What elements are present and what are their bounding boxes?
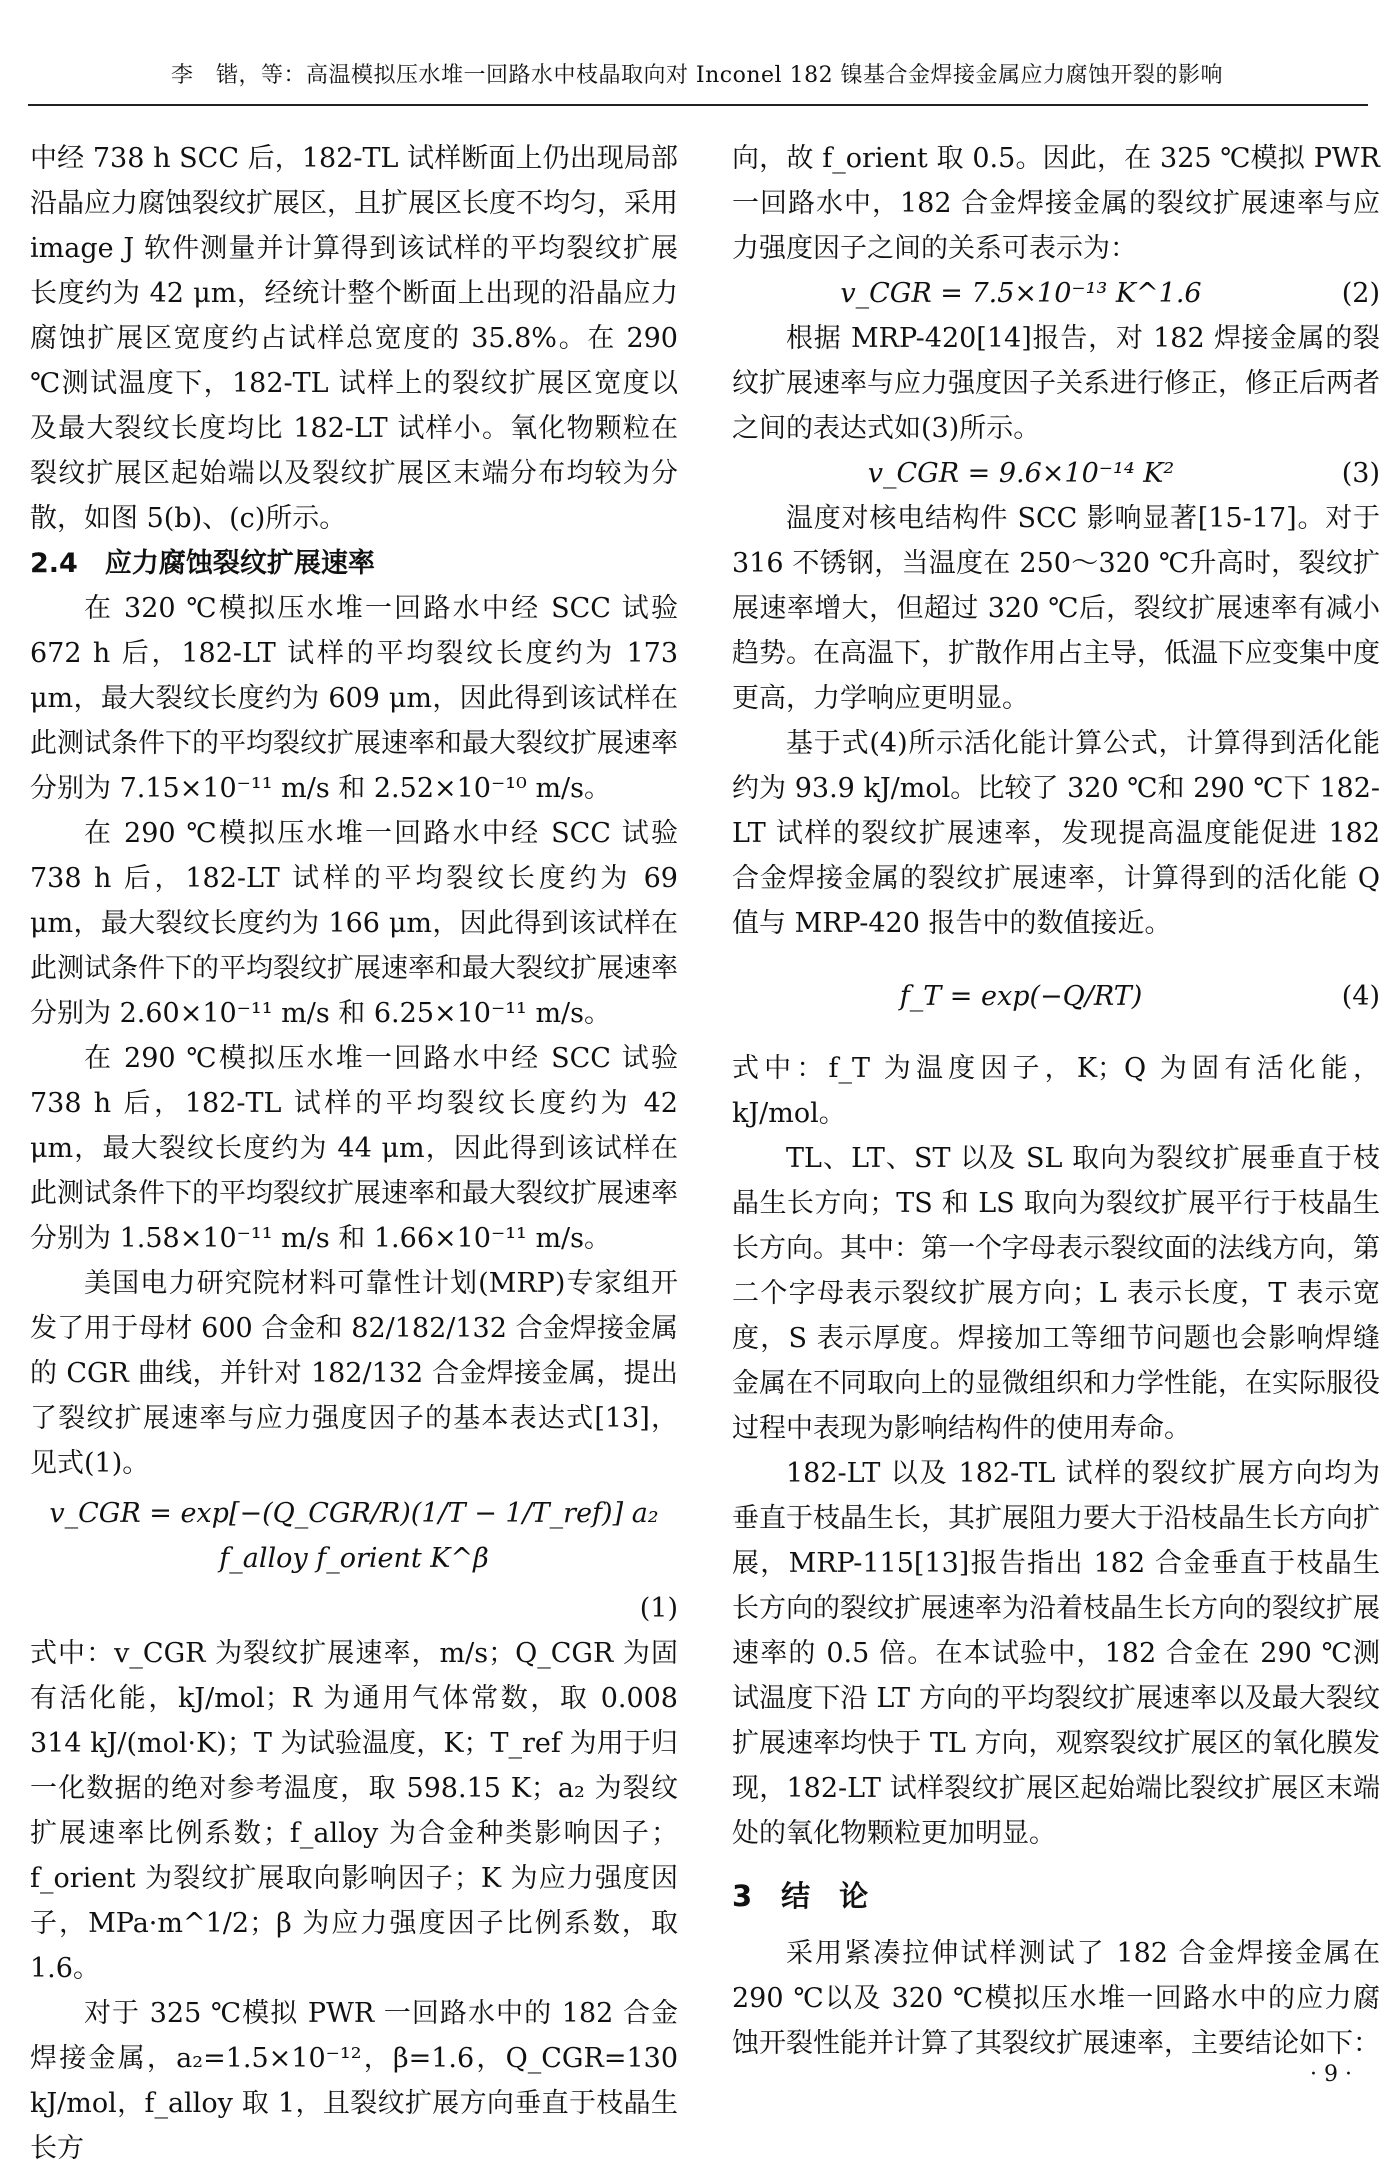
running-header: 李 锴，等：高温模拟压水堆一回路水中枝晶取向对 Inconel 182 镍基合金焊接金属应力腐蚀开裂的影响 [170,63,1224,88]
equation-body: v_CGR = 7.5×10⁻¹³ K^1.6 [840,278,1202,309]
page-number: · 9 · [1310,2062,1352,2087]
paragraph: 中经 738 h SCC 后，182-TL 试样断面上仍出现局部沿晶应力腐蚀裂纹扩展区，且扩展区长度不均匀，采用 image J 软件测量并计算得到该试样的平均裂纹扩展长度约为 42 μm，经统计整个断面上出现的沿晶应力腐蚀扩展区宽度约占试样总宽度的 35.8%。在 290 ℃测试温度下，182-TL 试样上的裂纹扩展区宽度以及最大裂纹长度均比 182-LT 试样小。氧化物颗粒在裂纹扩展区起始端以及裂纹扩展区末端分布均较为分散，如图 5(b)、(c)所示。 [30,143,678,534]
equation-number: (3) [1341,458,1380,489]
right-column [732,136,1380,2066]
paragraph: 式中：v_CGR 为裂纹扩展速率，m/s；Q_CGR 为固有活化能，kJ/mol；R 为通用气体常数，取 0.008 314 kJ/(mol·K)；T 为试验温度，K；T_ref 为用于归一化数据的绝对参考温度，取 598.15 K；a₂ 为裂纹扩展速率比例系数；f_alloy 为合金种类影响因子；f_orient 为裂纹扩展取向影响因子；K 为应力强度因子，MPa·m^1/2；β 为应力强度因子比例系数，取 1.6。 [30,1638,678,1984]
paragraph: 对于 325 ℃模拟 PWR 一回路水中的 182 合金焊接金属，a₂=1.5×10⁻¹²，β=1.6，Q_CGR=130 kJ/mol，f_alloy 取 1，且裂纹扩展方向垂直于枝晶生长方 [30,1998,678,2164]
section-heading-3: 3 结 论 [732,1879,869,1913]
equation-4 [732,946,1380,1046]
equation-body: v_CGR = exp[−(Q_CGR/R)(1/T − 1/T_ref)] a₂ f_alloy f_orient K^β [49,1498,659,1574]
paragraph: 在 320 ℃模拟压水堆一回路水中经 SCC 试验 672 h 后，182-LT 试样的平均裂纹长度约为 173 μm，最大裂纹长度约为 609 μm，因此得到该试样在此测试条件下的平均裂纹扩展速率和最大裂纹扩展速率分别为 7.15×10⁻¹¹ m/s 和 2.52×10⁻¹⁰ m/s。 [30,593,678,804]
paragraph: TL、LT、ST 以及 SL 取向为裂纹扩展垂直于枝晶生长方向；TS 和 LS 取向为裂纹扩展平行于枝晶生长方向。其中：第一个字母表示裂纹面的法线方向，第二个字母表示裂纹扩展方向；L 表示长度，T 表示宽度，S 表示厚度。焊接加工等细节问题也会影响焊缝金属在不同取向上的显微组织和力学性能，在实际服役过程中表现为影响结构件的使用寿命。 [732,1143,1380,1444]
paragraph: 根据 MRP-420[14]报告，对 182 焊接金属的裂纹扩展速率与应力强度因子关系进行修正，修正后两者之间的表达式如(3)所示。 [732,323,1380,444]
equation-number: (1) [639,1593,678,1624]
equation-body: v_CGR = 9.6×10⁻¹⁴ K² [867,458,1175,489]
paragraph: 温度对核电结构件 SCC 影响显著[15-17]。对于 316 不锈钢，当温度在 250～320 ℃升高时，裂纹扩展速率增大，但超过 320 ℃后，裂纹扩展速率有减小趋势。在高温下，扩散作用占主导，低温下应变集中度更高，力学响应更明显。 [732,503,1380,714]
equation-1 [30,1486,678,1586]
paragraph: 182-LT 以及 182-TL 试样的裂纹扩展方向均为垂直于枝晶生长，其扩展阻力要大于沿枝晶生长方向扩展，MRP-115[13]报告指出 182 合金垂直于枝晶生长方向的裂纹扩展速率为沿着枝晶生长方向的裂纹扩展速率的 0.5 倍。在本试验中，182 合金在 290 ℃测试温度下沿 LT 方向的平均裂纹扩展速率以及最大裂纹扩展速率均快于 TL 方向，观察裂纹扩展区的氧化膜发现，182-LT 试样裂纹扩展区起始端比裂纹扩展区末端处的氧化物颗粒更加明显。 [732,1458,1380,1849]
paragraph: 美国电力研究院材料可靠性计划(MRP)专家组开发了用于母材 600 合金和 82/182/132 合金焊接金属的 CGR 曲线，并针对 182/132 合金焊接金属，提出了裂纹扩展速率与应力强度因子的基本表达式[13]，见式(1)。 [30,1268,678,1479]
equation-3 [732,451,1380,496]
paragraph: 式中：f_T 为温度因子，K；Q 为固有活化能，kJ/mol。 [732,1053,1380,1129]
paragraph: 向，故 f_orient 取 0.5。因此，在 325 ℃模拟 PWR 一回路水中，182 合金焊接金属的裂纹扩展速率与应力强度因子之间的关系可表示为： [732,143,1380,264]
paragraph: 基于式(4)所示活化能计算公式，计算得到活化能约为 93.9 kJ/mol。比较了 320 ℃和 290 ℃下 182-LT 试样的裂纹扩展速率，发现提高温度能促进 182 合金焊接金属的裂纹扩展速率，计算得到的活化能 Q 值与 MRP-420 报告中的数值接近。 [732,728,1380,939]
section-heading-2-4: 2.4 应力腐蚀裂纹扩展速率 [30,548,375,579]
paragraph: 采用紧凑拉伸试样测试了 182 合金焊接金属在 290 ℃以及 320 ℃模拟压水堆一回路水中的应力腐蚀开裂性能并计算了其裂纹扩展速率，主要结论如下： [732,1938,1380,2059]
equation-2 [732,271,1380,316]
equation-number: (2) [1341,278,1380,309]
left-column [30,136,678,2171]
paragraph: 在 290 ℃模拟压水堆一回路水中经 SCC 试验 738 h 后，182-TL 试样的平均裂纹长度约为 42 μm，最大裂纹长度约为 44 μm，因此得到该试样在此测试条件下的平均裂纹扩展速率和最大裂纹扩展速率分别为 1.58×10⁻¹¹ m/s 和 1.66×10⁻¹¹ m/s。 [30,1043,678,1254]
equation-number: (4) [1341,980,1380,1012]
equation-body: f_T = exp(−Q/RT) [899,980,1143,1012]
header-rule [28,104,1368,106]
paragraph: 在 290 ℃模拟压水堆一回路水中经 SCC 试验 738 h 后，182-LT 试样的平均裂纹长度约为 69 μm，最大裂纹长度约为 166 μm，因此得到该试样在此测试条件下的平均裂纹扩展速率和最大裂纹扩展速率分别为 2.60×10⁻¹¹ m/s 和 6.25×10⁻¹¹ m/s。 [30,818,678,1029]
